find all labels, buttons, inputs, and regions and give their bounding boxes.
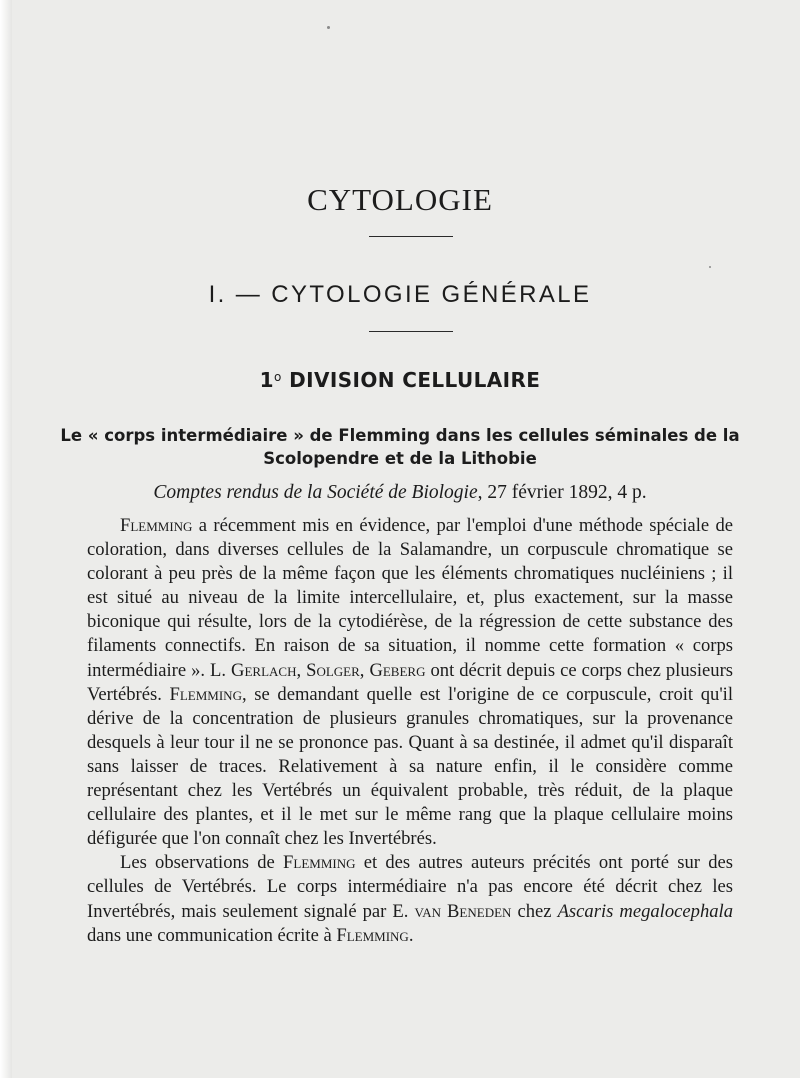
scan-speck: [327, 26, 330, 29]
citation: [0, 482, 800, 504]
paragraph-2-text-1: Les observations de: [120, 852, 284, 874]
author-gerlach: Gerlach: [231, 659, 297, 681]
author-flemming: Flemming: [120, 515, 193, 536]
paragraph-1: [87, 514, 733, 851]
scan-speck: [709, 266, 711, 268]
citation-journal: Comptes rendus de la Société de Biologie: [153, 482, 478, 503]
body-text: [87, 514, 733, 948]
paragraph-2-text-4: dans une communication écrite à: [87, 924, 337, 946]
section-title: I. — CYTOLOGIE GÉNÉRALE: [208, 281, 592, 308]
author-van-beneden: van Beneden: [414, 900, 512, 922]
paragraph-1-sep-1: ,: [296, 659, 307, 681]
paragraph-1-text-3: , se demandant quelle est l'origine de ce corpuscule, croit qu'il dérive de la concentration de plusieurs granules chromatiques, sur la provenance desquels à leur tour il ne se prononce pas. Quant à sa destinée, il admet qu'il disparaît sans laisser de traces. Relativement à sa nature enfin, il le considère comme représentant chez les Vertébrés un équivalent probable, très réduit, de la plaque cellulaire des plantes, et il le met sur le même rang que la plaque cellulaire moins défigurée que l'on connaît chez les Invertébrés.: [87, 683, 733, 850]
author-geberg: Geberg: [369, 659, 426, 681]
citation-details: , 27 février 1892, 4 p.: [477, 482, 647, 503]
paragraph-1-text-1: a récemment mis en évidence, par l'emploi d'une méthode spéciale de coloration, dans diverses cellules de la Salamandre, un corpuscule chromatique se colorant à peu près de la même façon que les éléments chromatiques nucléiniens ; il est situé au niveau de la limite intercellulaire, et, plus exactement, sur la masse biconique qui résulte, lors de la cytodiérèse, de la régression de cette substance des filaments connectifs. En raison de sa situation, il nomme cette formation « corps intermédiaire ». L.: [87, 515, 733, 681]
subsection-number-sup: o: [274, 370, 282, 384]
title-divider: [369, 236, 453, 237]
author-flemming: Flemming: [169, 683, 242, 705]
author-flemming: Flemming: [283, 852, 356, 874]
species-name: Ascaris megalocephala: [557, 900, 734, 922]
subsection-title-text: DIVISION CELLULAIRE: [289, 368, 541, 392]
paragraph-2: [87, 851, 733, 947]
paragraph-1-sep-2: ,: [359, 659, 370, 681]
article-title: [0, 424, 800, 470]
author-flemming: Flemming: [336, 924, 409, 946]
paragraph-2-text-2: et des autres auteurs précités ont porté sur des cellules de Vertébrés. Le corps intermédiaire n'a pas encore été décrit chez les Invertébrés, mais seulement signalé par E.: [87, 852, 734, 922]
paragraph-1-text-2: ont décrit depuis ce corps chez plusieurs Vertébrés.: [87, 659, 734, 705]
article-title-line2: Scolopendre et de la Lithobie: [263, 449, 537, 468]
subsection-title: [0, 368, 800, 392]
author-solger: Solger: [306, 659, 360, 681]
article-title-line1: Le « corps intermédiaire » de Flemming dans les cellules séminales de la: [60, 426, 740, 445]
paragraph-2-text-3: chez: [511, 900, 558, 922]
paragraph-2-text-5: .: [408, 924, 414, 946]
subsection-number: 1: [259, 368, 274, 392]
section-divider: [369, 331, 453, 332]
page-left-edge: [0, 0, 12, 1078]
chapter-title: CYTOLOGIE: [307, 182, 493, 217]
